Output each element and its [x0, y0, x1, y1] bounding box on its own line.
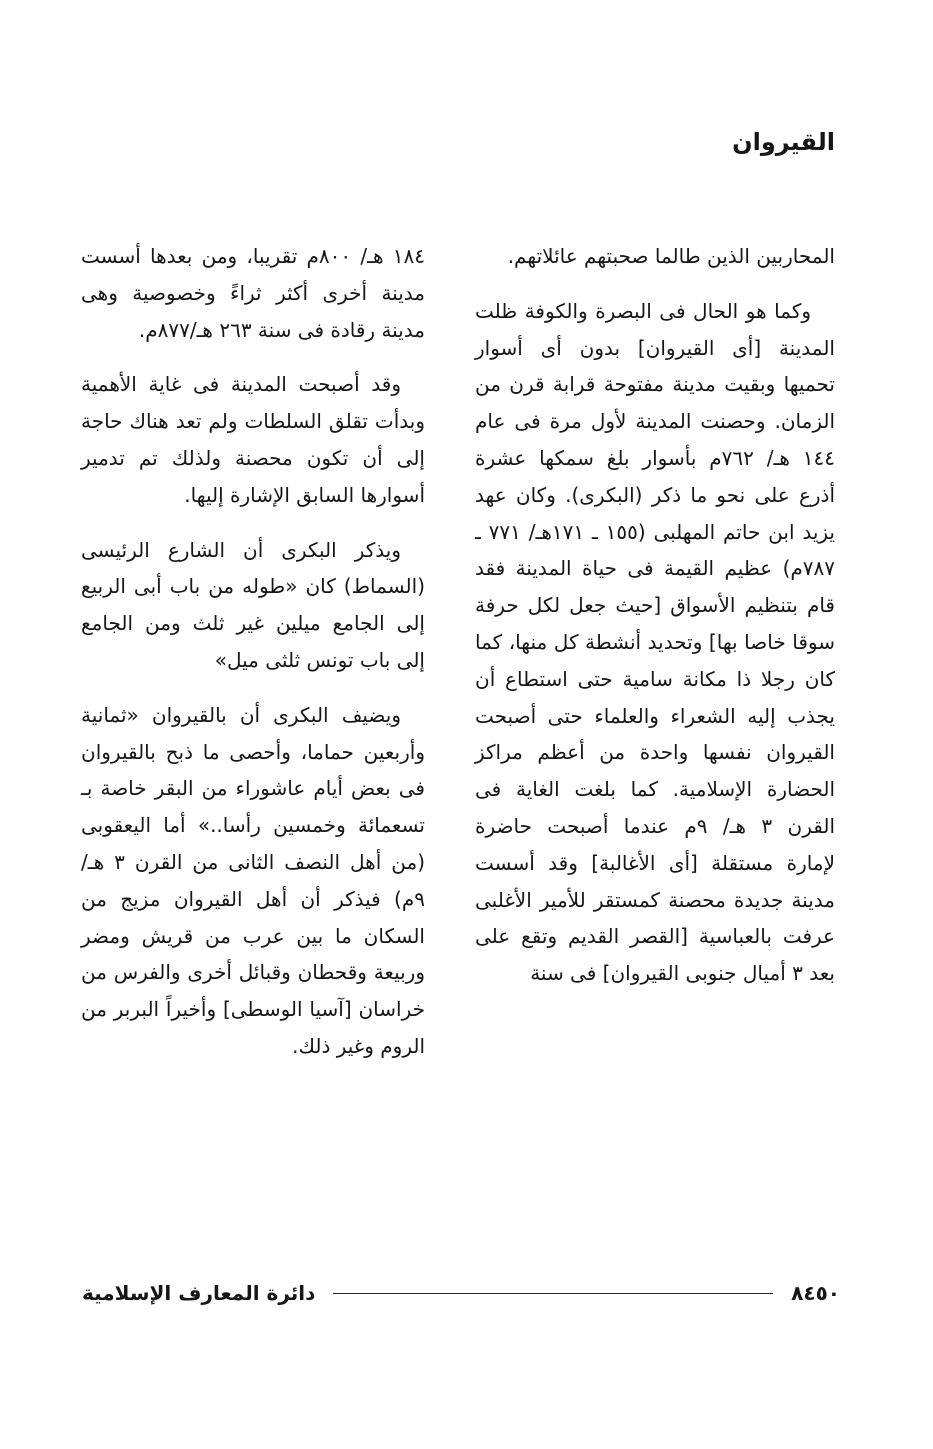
right-column	[475, 238, 835, 1010]
running-header: القيروان	[732, 128, 835, 156]
paragraph: وكما هو الحال فى البصرة والكوفة ظلت المدينة [أى القيروان] بدون أى أسوار تحميها وبقيت مدينة مفتوحة قرابة قرن من الزمان. وحصنت المدينة لأول مرة فى عام ١٤٤ هـ/ ٧٦٢م بأسوار بلغ سمكها عشرة أذرع على نحو ما ذكر (البكرى). وكان عهد يزيد ابن حاتم المهلبى (١٥٥ ـ ١٧١هـ/ ٧٧١ ـ ٧٨٧م) عظيم القيمة فى حياة المدينة فقد قام بتنظيم الأسواق [حيث جعل لكل حرفة سوقا خاصا بها] وتحديد أنشطة كل منها، كما كان رجلا ذا مكانة سامية حتى استطاع أن يجذب إليه الشعراء والعلماء حتى أصبحت القيروان نفسها واحدة من أعظم مراكز الحضارة الإسلامية. كما بلغت الغاية فى القرن ٣ هـ/ ٩م عندما أصبحت حاضرة لإمارة مستقلة [أى الأغالبة] وقد أسست مدينة جديدة محصنة كمستقر للأمير الأغلبى عرفت بالعباسية [القصر القديم وتقع على بعد ٣ أميال جنوبى القيروان] فى سنة	[475, 298, 835, 986]
paragraph: ويضيف البكرى أن بالقيروان «ثمانية وأربعين حماما، وأحصى ما ذبح بالقيروان فى بعض أيام عاشوراء من البقر خاصة بـ تسعمائة وخمسين رأسا..» أما اليعقوبى (من أهل النصف الثانى من القرن ٣ هـ/ ٩م) فيذكر أن أهل القيروان مزيج من السكان ما بين عرب من قريش ومضر وربيعة وقحطان وقبائل أخرى والفرس من خراسان [آسيا الوسطى] وأخيراً البربر من الروم وغير ذلك.	[81, 702, 425, 1058]
paragraph: ١٨٤ هـ/ ٨٠٠م تقريبا، ومن بعدها أسست مدينة أخرى أكثر ثراءً وخصوصية وهى مدينة رقادة فى سنة ٢٦٣ هـ/٨٧٧م.	[81, 244, 425, 342]
page-number: ٨٤٥٠	[791, 1281, 840, 1305]
footer-divider	[333, 1293, 773, 1294]
page-footer	[82, 1278, 840, 1308]
left-column	[81, 238, 425, 1083]
encyclopedia-title: دائرة المعارف الإسلامية	[82, 1281, 316, 1305]
paragraph: المحاربين الذين طالما صحبتهم عائلاتهم.	[507, 244, 835, 268]
paragraph: وقد أصبحت المدينة فى غاية الأهمية وبدأت تقلق السلطات ولم تعد هناك حاجة إلى أن تكون محصنة ولذلك تم تدمير أسوارها السابق الإشارة إليها.	[81, 372, 425, 507]
paragraph: ويذكر البكرى أن الشارع الرئيسى (السماط) كان «طوله من باب أبى الربيع إلى الجامع ميلين غير ثلث ومن الجامع إلى باب تونس ثلثى ميل»	[81, 537, 425, 672]
